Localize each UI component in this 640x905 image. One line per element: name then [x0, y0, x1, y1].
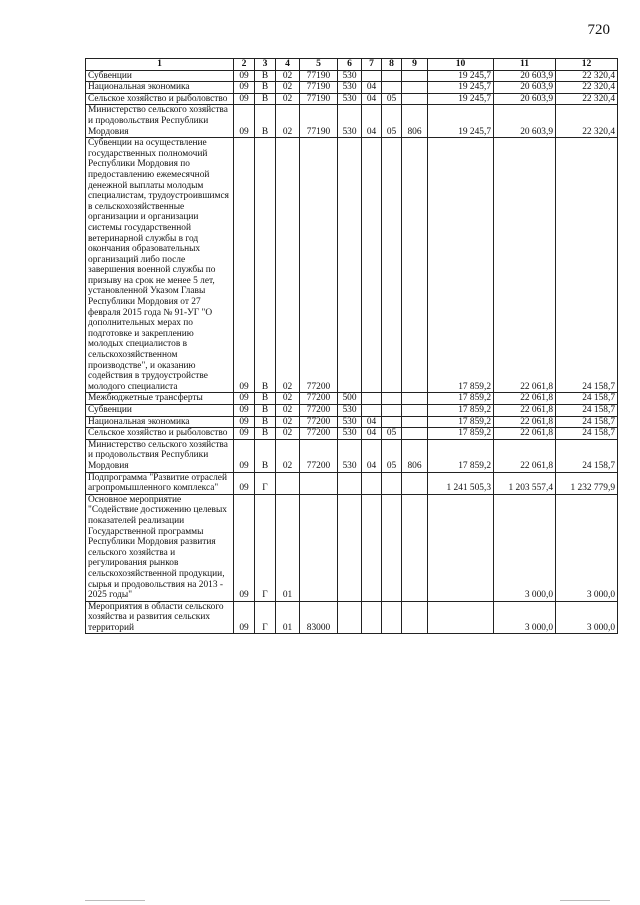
value-cell-3: Г: [255, 494, 276, 601]
value-cell-4: 02: [276, 405, 300, 417]
value-cell-8: [382, 416, 402, 428]
value-cell-4: 02: [276, 428, 300, 440]
header-cell: 10: [428, 59, 494, 71]
value-cell-10: 19 245,7: [428, 93, 494, 105]
row-name-cell: Межбюджетные трансферты: [86, 393, 234, 405]
header-cell: 1: [86, 59, 234, 71]
value-cell-8: 05: [382, 105, 402, 138]
row-name-cell: Министерство сельского хозяйства и продовольствия Республики Мордовия: [86, 439, 234, 472]
value-cell-6: 530: [338, 105, 362, 138]
value-cell-10: 17 859,2: [428, 428, 494, 440]
header-cell: 3: [255, 59, 276, 71]
value-cell-5: 77200: [300, 428, 338, 440]
value-cell-12: 24 158,7: [556, 416, 618, 428]
value-cell-4: 02: [276, 138, 300, 393]
value-cell-6: 530: [338, 405, 362, 417]
row-name-cell: Сельское хозяйство и рыболовство: [86, 93, 234, 105]
table-row: [86, 428, 618, 440]
table-row: [86, 93, 618, 105]
value-cell-7: [362, 601, 382, 634]
value-cell-11: 22 061,8: [494, 405, 556, 417]
value-cell-2: 09: [234, 472, 255, 494]
value-cell-2: 09: [234, 439, 255, 472]
row-name-cell: Подпрограмма "Развитие отраслей агропромышленного комплекса": [86, 472, 234, 494]
value-cell-2: 09: [234, 393, 255, 405]
value-cell-11: 22 061,8: [494, 416, 556, 428]
value-cell-3: В: [255, 105, 276, 138]
value-cell-7: 04: [362, 439, 382, 472]
value-cell-7: 04: [362, 105, 382, 138]
value-cell-6: 530: [338, 82, 362, 94]
header-cell: 9: [402, 59, 428, 71]
value-cell-2: 09: [234, 138, 255, 393]
value-cell-9: [402, 494, 428, 601]
value-cell-12: 22 320,4: [556, 93, 618, 105]
value-cell-2: 09: [234, 601, 255, 634]
value-cell-3: В: [255, 93, 276, 105]
value-cell-12: 22 320,4: [556, 105, 618, 138]
header-cell: 4: [276, 59, 300, 71]
value-cell-5: 77200: [300, 405, 338, 417]
row-name-cell: Национальная экономика: [86, 416, 234, 428]
table-row: [86, 494, 618, 601]
value-cell-2: 09: [234, 70, 255, 82]
value-cell-11: 3 000,0: [494, 494, 556, 601]
value-cell-4: 02: [276, 393, 300, 405]
value-cell-3: Г: [255, 472, 276, 494]
value-cell-9: [402, 405, 428, 417]
value-cell-4: 01: [276, 494, 300, 601]
table-row: [86, 105, 618, 138]
header-cell: 5: [300, 59, 338, 71]
table-row: [86, 416, 618, 428]
value-cell-4: 02: [276, 439, 300, 472]
value-cell-10: [428, 494, 494, 601]
value-cell-10: [428, 601, 494, 634]
value-cell-3: В: [255, 416, 276, 428]
value-cell-3: В: [255, 405, 276, 417]
value-cell-5: 77200: [300, 138, 338, 393]
value-cell-3: В: [255, 82, 276, 94]
value-cell-4: 02: [276, 82, 300, 94]
value-cell-11: 22 061,8: [494, 439, 556, 472]
value-cell-10: 17 859,2: [428, 416, 494, 428]
row-name-cell: Субвенции: [86, 70, 234, 82]
value-cell-8: [382, 601, 402, 634]
value-cell-3: В: [255, 393, 276, 405]
value-cell-8: [382, 82, 402, 94]
table-row: [86, 439, 618, 472]
value-cell-11: 22 061,8: [494, 428, 556, 440]
value-cell-7: [362, 405, 382, 417]
value-cell-9: [402, 416, 428, 428]
header-cell: 6: [338, 59, 362, 71]
value-cell-2: 09: [234, 405, 255, 417]
value-cell-10: 17 859,2: [428, 393, 494, 405]
table-row: [86, 393, 618, 405]
value-cell-8: [382, 472, 402, 494]
value-cell-9: 806: [402, 105, 428, 138]
value-cell-3: Г: [255, 601, 276, 634]
value-cell-12: 24 158,7: [556, 138, 618, 393]
header-cell: 2: [234, 59, 255, 71]
table-row: [86, 70, 618, 82]
row-name-cell: Министерство сельского хозяйства и продовольствия Республики Мордовия: [86, 105, 234, 138]
value-cell-12: 24 158,7: [556, 439, 618, 472]
value-cell-5: 77200: [300, 393, 338, 405]
value-cell-8: 05: [382, 93, 402, 105]
value-cell-5: 77190: [300, 70, 338, 82]
value-cell-7: 04: [362, 416, 382, 428]
value-cell-9: [402, 601, 428, 634]
value-cell-6: 530: [338, 428, 362, 440]
footer-rule: [85, 900, 145, 901]
value-cell-12: 3 000,0: [556, 601, 618, 634]
value-cell-11: 3 000,0: [494, 601, 556, 634]
value-cell-7: 04: [362, 82, 382, 94]
value-cell-9: [402, 428, 428, 440]
header-cell: 8: [382, 59, 402, 71]
value-cell-10: 19 245,7: [428, 82, 494, 94]
value-cell-9: [402, 70, 428, 82]
value-cell-8: [382, 494, 402, 601]
value-cell-5: 83000: [300, 601, 338, 634]
value-cell-6: 530: [338, 93, 362, 105]
value-cell-7: 04: [362, 428, 382, 440]
value-cell-2: 09: [234, 428, 255, 440]
row-name-cell: Субвенции: [86, 405, 234, 417]
value-cell-12: 24 158,7: [556, 405, 618, 417]
value-cell-8: [382, 70, 402, 82]
value-cell-11: 20 603,9: [494, 70, 556, 82]
value-cell-6: [338, 494, 362, 601]
page-number: 720: [587, 22, 610, 38]
value-cell-8: [382, 405, 402, 417]
value-cell-10: 19 245,7: [428, 70, 494, 82]
value-cell-9: 806: [402, 439, 428, 472]
value-cell-7: [362, 138, 382, 393]
value-cell-3: В: [255, 428, 276, 440]
value-cell-2: 09: [234, 82, 255, 94]
row-name-cell: Основное мероприятие "Содействие достижению целевых показателей реализации Государственной программы Республики Мордовия развития сельского хозяйства и регулирования рынков сельскохозяйственной продукции, сырья и продовольствия на 2013 - 2025 годы": [86, 494, 234, 601]
value-cell-2: 09: [234, 494, 255, 601]
value-cell-7: [362, 393, 382, 405]
row-name-cell: Сельское хозяйство и рыболовство: [86, 428, 234, 440]
value-cell-9: [402, 138, 428, 393]
value-cell-7: [362, 494, 382, 601]
table-row: [86, 138, 618, 393]
header-cell: 11: [494, 59, 556, 71]
value-cell-10: 1 241 505,3: [428, 472, 494, 494]
value-cell-12: 24 158,7: [556, 428, 618, 440]
value-cell-11: 20 603,9: [494, 82, 556, 94]
value-cell-8: [382, 138, 402, 393]
footer-rule: [560, 900, 610, 901]
value-cell-8: 05: [382, 439, 402, 472]
value-cell-9: [402, 472, 428, 494]
value-cell-12: 22 320,4: [556, 70, 618, 82]
value-cell-6: [338, 472, 362, 494]
value-cell-3: В: [255, 138, 276, 393]
value-cell-2: 09: [234, 416, 255, 428]
table-row: [86, 405, 618, 417]
value-cell-4: 01: [276, 601, 300, 634]
value-cell-6: 500: [338, 393, 362, 405]
value-cell-6: 530: [338, 416, 362, 428]
header-cell: 7: [362, 59, 382, 71]
value-cell-7: [362, 472, 382, 494]
value-cell-8: [382, 393, 402, 405]
value-cell-9: [402, 82, 428, 94]
value-cell-11: 1 203 557,4: [494, 472, 556, 494]
value-cell-5: 77200: [300, 439, 338, 472]
value-cell-4: 02: [276, 70, 300, 82]
value-cell-5: 77190: [300, 93, 338, 105]
budget-table: [85, 58, 618, 634]
value-cell-6: 530: [338, 70, 362, 82]
value-cell-3: В: [255, 439, 276, 472]
value-cell-5: [300, 494, 338, 601]
value-cell-6: [338, 601, 362, 634]
value-cell-11: 20 603,9: [494, 93, 556, 105]
value-cell-11: 22 061,8: [494, 138, 556, 393]
value-cell-5: 77190: [300, 105, 338, 138]
value-cell-9: [402, 93, 428, 105]
value-cell-11: 20 603,9: [494, 105, 556, 138]
value-cell-4: 02: [276, 416, 300, 428]
value-cell-5: 77190: [300, 82, 338, 94]
value-cell-4: 02: [276, 93, 300, 105]
table-row: [86, 472, 618, 494]
value-cell-2: 09: [234, 105, 255, 138]
value-cell-10: 17 859,2: [428, 439, 494, 472]
value-cell-7: [362, 70, 382, 82]
value-cell-7: 04: [362, 93, 382, 105]
value-cell-3: В: [255, 70, 276, 82]
value-cell-12: 22 320,4: [556, 82, 618, 94]
value-cell-11: 22 061,8: [494, 393, 556, 405]
table-row: [86, 82, 618, 94]
header-row: [86, 59, 618, 71]
value-cell-4: 02: [276, 105, 300, 138]
value-cell-9: [402, 393, 428, 405]
value-cell-2: 09: [234, 93, 255, 105]
value-cell-10: 17 859,2: [428, 138, 494, 393]
value-cell-12: 24 158,7: [556, 393, 618, 405]
row-name-cell: Национальная экономика: [86, 82, 234, 94]
value-cell-5: 77200: [300, 416, 338, 428]
value-cell-12: 1 232 779,9: [556, 472, 618, 494]
value-cell-5: [300, 472, 338, 494]
value-cell-8: 05: [382, 428, 402, 440]
value-cell-10: 17 859,2: [428, 405, 494, 417]
value-cell-4: [276, 472, 300, 494]
value-cell-12: 3 000,0: [556, 494, 618, 601]
row-name-cell: Мероприятия в области сельского хозяйства и развития сельских территорий: [86, 601, 234, 634]
value-cell-6: [338, 138, 362, 393]
header-cell: 12: [556, 59, 618, 71]
value-cell-6: 530: [338, 439, 362, 472]
row-name-cell: Субвенции на осуществление государственных полномочий Республики Мордовия по предоставлению ежемесячной денежной выплаты молодым специалистам, трудоустроившимся в сельскохозяйственные организации и организации системы государственной ветеринарной службы в год окончания образовательных организаций либо после завершения военной службы по призыву на срок не менее 5 лет, установленной Указом Главы Республики Мордовия от 27 февраля 2015 года № 91-УГ "О дополнительных мерах по подготовке и закреплению молодых специалистов в сельскохозяйственном производстве", и оказанию содействия в трудоустройстве молодого специалиста: [86, 138, 234, 393]
value-cell-10: 19 245,7: [428, 105, 494, 138]
table-row: [86, 601, 618, 634]
